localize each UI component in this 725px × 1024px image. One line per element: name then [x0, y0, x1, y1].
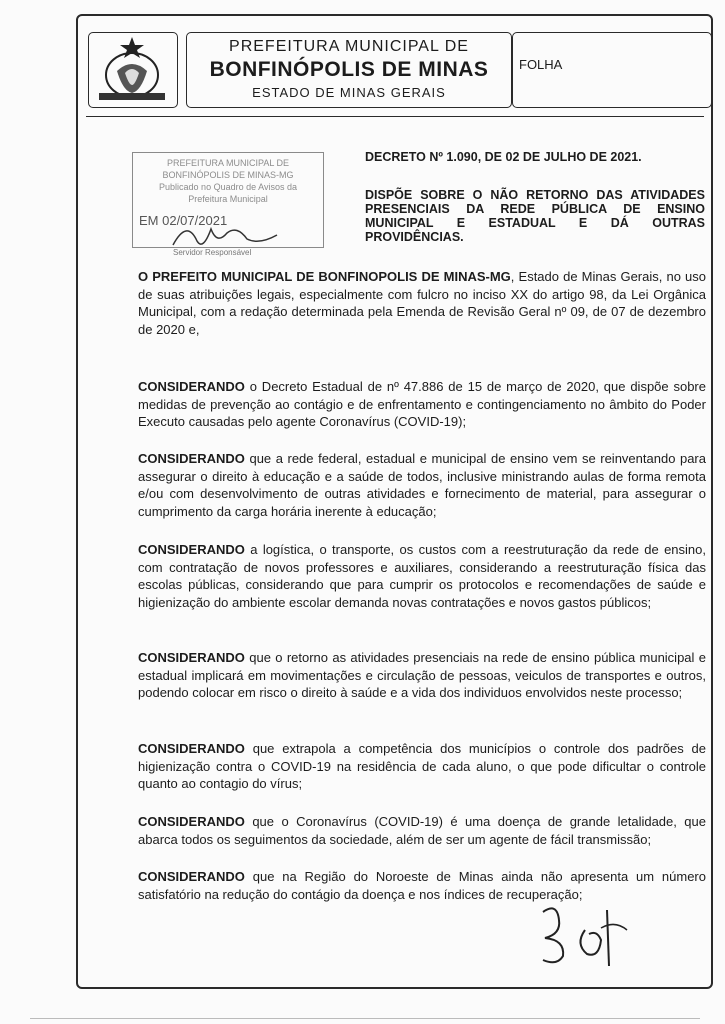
considerando-text: que o Coronavírus (COVID-19) é uma doença de grande letalidade, que abarca todos os seguimentos da sociedade, além de ser um agente de fácil transmissão; [138, 814, 706, 847]
header-line1: PREFEITURA MUNICIPAL DE [229, 38, 469, 55]
considerando-text: que o retorno as atividades presenciais na rede de ensino pública municipal e estadual implicará em movimentações e circulação de pessoas, veiculos de transportes e outros, podendo colocar em risco o direito à saúde e a vida dos individuos envolvidos neste processo; [138, 650, 706, 701]
considerando-paragraph [138, 868, 706, 903]
intro-paragraph [138, 268, 706, 338]
considerando-lead: CONSIDERANDO [138, 814, 245, 829]
decree-title: DECRETO Nº 1.090, DE 02 DE JULHO DE 2021. [365, 150, 642, 164]
considerando-paragraph [138, 740, 706, 793]
considerando-text: o Decreto Estadual de nº 47.886 de 15 de março de 2020, que dispõe sobre medidas de prevenção ao contágio e de enfrentamento e contingenciamento no âmbito do Poder Executo causadas pelo agente Coronavírus (COVID-19); [138, 379, 706, 430]
stamp-line: Prefeitura Municipal [188, 194, 268, 204]
considerando-lead: CONSIDERANDO [138, 451, 245, 466]
stamp-role: Servidor Responsável [173, 248, 252, 257]
publication-stamp [132, 152, 324, 257]
considerando-text: que extrapola a competência dos municípios o controle dos padrões de higienização contra o COVID-19 na residência de cada aluno, o que pode dificultar o controle quanto ao contagio do vírus; [138, 741, 706, 792]
coat-of-arms [88, 32, 178, 108]
considerando-lead: CONSIDERANDO [138, 869, 245, 884]
header-divider [86, 116, 704, 117]
header-state: ESTADO DE MINAS GERAIS [252, 85, 446, 100]
folha-label: FOLHA [519, 57, 563, 72]
considerando-text: a logística, o transporte, os custos com a reestruturação da rede de ensino, com contratação de novos professores e auxiliares, considerando a reestruturação física das escolas públicas, considerando que para cumprir os protocolos e recomendações de saúde e higienização do ambiente escolar demanda novas contratações e novos gastos públicos; [138, 542, 706, 610]
considerando-lead: CONSIDERANDO [138, 542, 245, 557]
stamp-line: PREFEITURA MUNICIPAL DE [166, 158, 290, 168]
scan-edge [30, 1018, 700, 1019]
initials-signature-icon [535, 900, 645, 970]
decree-ementa: DISPÕE SOBRE O NÃO RETORNO DAS ATIVIDADES PRESENCIAIS DA REDE PÚBLICA DE ENSINO MUNICIPAL E ESTADUAL E DÁ OUTRAS PROVIDÊNCIAS. [365, 188, 705, 244]
considerando-paragraph [138, 450, 706, 520]
intro-text: , Estado de Minas Gerais, no uso de suas atribuições legais, especialmente com fulcro no inciso XX do artigo 98, da Lei Orgânica Municipal, com a redação determinada pela Emenda de Revisão Geral nº 09, de 07 de dezembro de 2020 e, [138, 269, 707, 337]
stamp-line: Publicado no Quadro de Avisos da [159, 182, 297, 192]
considerando-paragraph [138, 649, 706, 702]
considerando-lead: CONSIDERANDO [138, 379, 245, 394]
intro-lead: O PREFEITO MUNICIPAL DE BONFINOPOLIS DE MINAS-MG [138, 269, 511, 284]
considerando-text: que a rede federal, estadual e municipal de ensino vem se reinventando para assegurar o direito à educação e a saúde de todos, inclusive ministrando aulas de forma remota e/ou com desenvolvimento de outras atividades e fornecimento de material, para assegurar o cumprimento da carga horária inerente à educação; [138, 451, 706, 519]
stamp-date: EM 02/07/2021 [139, 213, 228, 228]
considerando-lead: CONSIDERANDO [138, 650, 245, 665]
folha-box [512, 32, 712, 108]
header-municipality: BONFINÓPOLIS DE MINAS [209, 58, 489, 81]
stamp-line: BONFINÓPOLIS DE MINAS-MG [162, 170, 294, 180]
municipal-seal-icon [89, 33, 175, 105]
considerando-paragraph [138, 378, 706, 431]
considerando-paragraph [138, 813, 706, 848]
letterhead [186, 32, 512, 108]
considerando-lead: CONSIDERANDO [138, 741, 245, 756]
considerando-text: que na Região do Noroeste de Minas ainda não apresenta um número satisfatório na redução do contágio da doença e nos índices de recuperação; [138, 869, 706, 902]
considerando-paragraph [138, 541, 706, 611]
